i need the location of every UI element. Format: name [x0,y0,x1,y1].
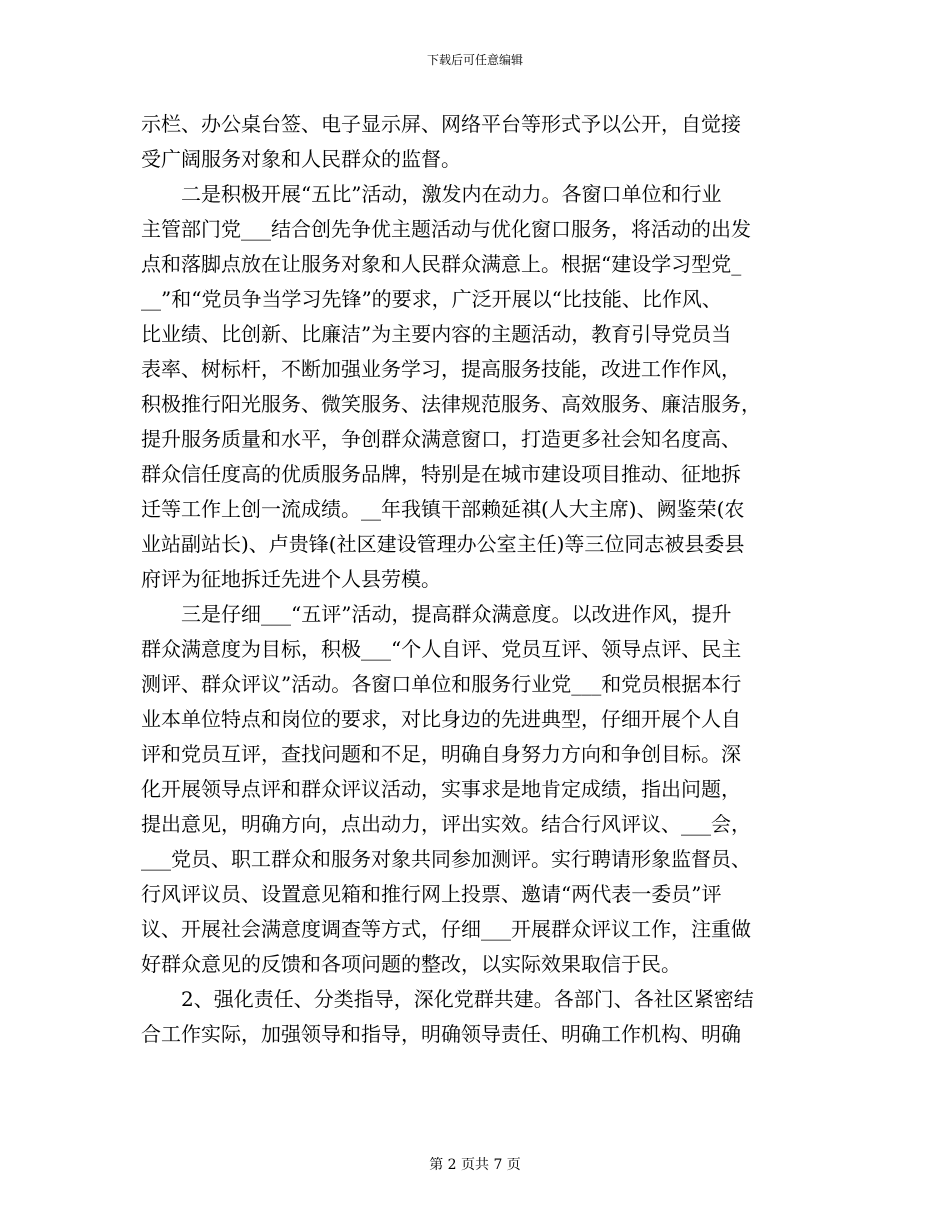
text-line: 群众满意度为目标，积极___“个人自评、党员互评、领导点评、民主 [141,637,742,661]
text-line: 化开展领导点评和群众评议活动，实事求是地肯定成绩，指出问题， [141,777,741,801]
paragraph-wubi [141,177,811,597]
text-line: 提升服务质量和水平，争创群众满意窗口，打造更多社会知名度高、 [141,427,741,451]
text-line: 二是积极开展“五比”活动，激发内在动力。各窗口单位和行业 [141,182,722,206]
paragraph-continuation [141,107,811,177]
text-line: 议、开展社会满意度调查等方式，仔细___开展群众评议工作，注重做 [141,917,751,941]
text-line: 好群众意见的反馈和各项问题的整改，以实际效果取信于民。 [141,952,681,976]
text-line: 比业绩、比创新、比廉洁”为主要内容的主题活动，教育引导党员当 [141,322,732,346]
text-line: 表率、树标杆，不断加强业务学习，提高服务技能，改进工作作风， [141,357,741,381]
document-body [141,107,811,1052]
text-line: 主管部门党___结合创先争优主题活动与优化窗口服务，将活动的出发 [141,217,751,241]
text-line: 业本单位特点和岗位的要求，对比身边的先进典型，仔细开展个人自 [141,707,741,731]
text-line: 评和党员互评，查找问题和不足，明确自身努力方向和争创目标。深 [141,742,741,766]
text-line: 受广阔服务对象和人民群众的监督。 [141,147,461,171]
text-line: 合工作实际，加强领导和指导，明确领导责任、明确工作机构、明确 [141,1022,741,1046]
paragraph-wuping [141,597,811,982]
text-line: 业站副站长)、卢贵锋(社区建设管理办公室主任)等三位同志被县委县 [141,532,745,556]
text-line: ___党员、职工群众和服务对象共同参加测评。实行聘请形象监督员、 [141,847,751,871]
text-line: 示栏、办公桌台签、电子显示屏、网络平台等形式予以公开，自觉接 [141,112,741,136]
text-line: 三是仔细___“五评”活动，提高群众满意度。以改进作风，提升 [141,602,732,626]
page-footer: 第 2 页共 7 页 [429,1157,521,1173]
text-line: 提出意见，明确方向，点出动力，评出实效。结合行风评议、___会， [141,812,751,836]
text-line: 积极推行阳光服务、微笑服务、法律规范服务、高效服务、廉洁服务， [141,392,761,416]
paragraph-section-2 [141,982,811,1052]
text-line: 府评为征地拆迁先进个人县劳模。 [141,567,441,591]
text-line: 点和落脚点放在让服务对象和人民群众满意上。根据“建设学习型党_ [141,252,742,276]
text-line: 行风评议员、设置意见箱和推行网上投票、邀请“两代表一委员”评 [141,882,722,906]
text-line: 测评、群众评议”活动。各窗口单位和服务行业党___和党员根据本行 [141,672,742,696]
text-line: __”和“党员争当学习先锋”的要求，广泛开展以“比技能、比作风、 [141,287,722,311]
text-line: 2、强化责任、分类指导，深化党群共建。各部门、各社区紧密结 [141,987,754,1011]
text-line: 群众信任度高的优质服务品牌，特别是在城市建设项目推动、征地拆 [141,462,741,486]
page-header: 下载后可任意编辑 [426,53,523,67]
text-line: 迁等工作上创一流成绩。__年我镇干部赖延祺(人大主席)、阙鉴荣(农 [141,497,745,521]
